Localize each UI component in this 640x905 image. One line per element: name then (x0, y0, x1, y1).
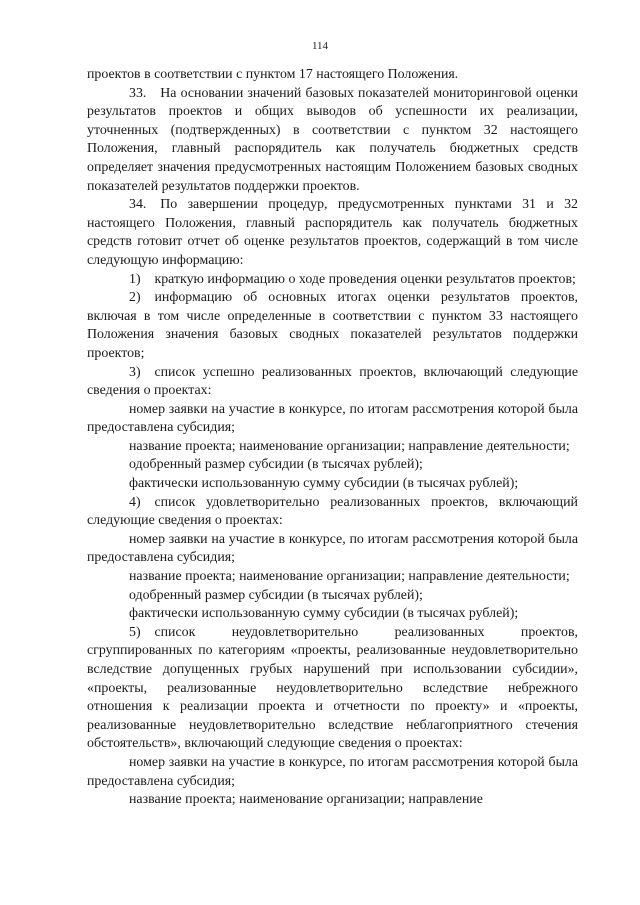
body-text (87, 66, 578, 810)
sub-item: фактически использованную сумму субсидии (в тысячах рублей); (129, 606, 519, 622)
list-item-5: 5) список неудовлетворительно реализованных проектов, сгруппированных по категориям «проекты, реализованные неудовлетворительно вследствие допущенных грубых нарушений при использовании субсидии», «проекты, реализованные неудовлетворительно вследствие небрежного отношения к реализации проекта и отчетности по проекту» и «проекты, реализованные неудовлетворительно вследствие неблагоприятного стечения обстоятельств», включающий следующие сведения о проектах: (87, 624, 578, 752)
sub-item: одобренный размер субсидии (в тысячах рублей); (129, 457, 423, 473)
list-item-3: 3) список успешно реализованных проектов, включающий следующие сведения о проектах: (87, 364, 578, 399)
list-item-2: 2) информацию об основных итогах оценки результатов проектов, включая в том числе определенные в соответствии с пунктом 33 настоящего Положения значения базовых сводных показателей результатов поддержки проектов; (87, 290, 578, 361)
page-number: 114 (311, 40, 329, 52)
sub-item: номер заявки на участие в конкурсе, по итогам рассмотрения которой была предоставлена субсидия; (87, 401, 578, 436)
sub-item: одобренный размер субсидии (в тысячах рублей); (129, 587, 423, 603)
sub-item: название проекта; наименование организации; направление (129, 792, 483, 808)
sub-item: название проекта; наименование организации; направление деятельности; (129, 569, 570, 585)
sub-item: фактически использованную сумму субсидии (в тысячах рублей); (129, 476, 519, 492)
list-item-4: 4) список удовлетворительно реализованных проектов, включающий следующие сведения о проектах: (87, 494, 578, 529)
paragraph-34: 34. По завершении процедур, предусмотренных пунктами 31 и 32 настоящего Положения, главный распорядитель как получатель бюджетных средств готовит отчет об оценке результатов проектов, содержащий в том числе следующую информацию: (87, 197, 578, 268)
paragraph-continuation: проектов в соответствии с пунктом 17 настоящего Положения. (87, 67, 459, 82)
sub-item: номер заявки на участие в конкурсе, по итогам рассмотрения которой была предоставлена субсидия; (87, 531, 578, 566)
sub-item: название проекта; наименование организации; направление деятельности; (129, 438, 570, 454)
sub-item: номер заявки на участие в конкурсе, по итогам рассмотрения которой была предоставлена субсидия; (87, 754, 578, 789)
list-item-1: 1) краткую информацию о ходе проведения оценки результатов проектов; (129, 271, 576, 287)
paragraph-33: 33. На основании значений базовых показателей мониторинговой оценки результатов проектов и общих выводов об успешности их реализации, уточненных (подтвержденных) в соответствии с пунктом 32 настоящего Положения, главный распорядитель как получатель бюджетных средств определяет значения предусмотренных настоящим Положением базовых сводных показателей результатов поддержки проектов. (87, 85, 578, 194)
